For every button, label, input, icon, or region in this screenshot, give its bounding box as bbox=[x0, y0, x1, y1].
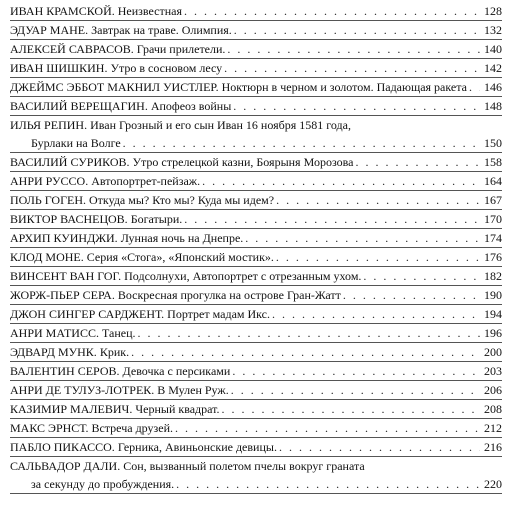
dot-leader bbox=[343, 286, 480, 304]
page-number: 148 bbox=[484, 99, 502, 113]
artwork-title: Девочка с персиками bbox=[122, 364, 231, 378]
page-number: 194 bbox=[484, 307, 502, 321]
dot-leader bbox=[279, 438, 480, 456]
artist-name: АНРИ РУССО. bbox=[10, 174, 89, 188]
dot-leader bbox=[276, 248, 480, 266]
artist-name: ЭДУАР МАНЕ. bbox=[10, 23, 89, 37]
artist-name: ИЛЬЯ РЕПИН. bbox=[10, 118, 88, 132]
dot-leader bbox=[224, 59, 480, 77]
toc-entry bbox=[10, 457, 502, 494]
toc-entry bbox=[10, 97, 502, 116]
artist-name: ПАБЛО ПИКАССО. bbox=[10, 440, 115, 454]
page-number: 206 bbox=[484, 383, 502, 397]
artwork-title: Ноктюрн в черном и золотом. Падающая ракета bbox=[221, 80, 467, 94]
toc-entry bbox=[10, 21, 502, 40]
dot-leader bbox=[138, 324, 481, 342]
dot-leader bbox=[276, 191, 480, 209]
artist-name: АНРИ МАТИСС. bbox=[10, 326, 99, 340]
page-number: 167 bbox=[484, 193, 502, 207]
artwork-title: Откуда мы? Кто мы? Куда мы идем? bbox=[89, 193, 275, 207]
artwork-title: Герника, Авиньонские девицы. bbox=[117, 440, 277, 454]
artwork-title: Лунная ночь на Днепре. bbox=[120, 231, 244, 245]
artwork-title: Крик. bbox=[99, 345, 130, 359]
dot-leader bbox=[227, 40, 480, 58]
page-number: 158 bbox=[484, 155, 502, 169]
page-number: 170 bbox=[484, 212, 502, 226]
artwork-title-continuation: за секунду до пробуждения. bbox=[31, 477, 175, 491]
toc-entry bbox=[10, 78, 502, 97]
artwork-title: Апофеоз войны bbox=[150, 99, 232, 113]
artwork-title: Портрет мадам Икс. bbox=[167, 307, 271, 321]
page-number: 212 bbox=[484, 421, 502, 435]
toc-entry bbox=[10, 438, 502, 457]
dot-leader bbox=[231, 381, 480, 399]
page-number: 220 bbox=[484, 477, 502, 491]
page-number: 203 bbox=[484, 364, 502, 378]
artwork-title: Утро стрелецкой казни, Боярыня Морозова bbox=[132, 155, 354, 169]
artist-name: ВИНСЕНТ ВАН ГОГ. bbox=[10, 269, 122, 283]
dot-leader bbox=[233, 97, 480, 115]
dot-leader bbox=[184, 210, 480, 228]
toc-entry bbox=[10, 2, 502, 21]
artist-name: ПОЛЬ ГОГЕН. bbox=[10, 193, 87, 207]
dot-leader bbox=[202, 172, 480, 190]
dot-leader bbox=[234, 21, 480, 39]
artwork-title: Автопортрет-пейзаж. bbox=[91, 174, 201, 188]
page-number: 142 bbox=[484, 61, 502, 75]
dot-leader bbox=[232, 362, 480, 380]
dot-leader bbox=[363, 267, 480, 285]
artwork-title: Неизвестная bbox=[117, 4, 182, 18]
toc-entry bbox=[10, 362, 502, 381]
toc-entry bbox=[10, 172, 502, 191]
toc-entry bbox=[10, 419, 502, 438]
artist-name: ДЖОН СИНГЕР САРДЖЕНТ. bbox=[10, 307, 165, 321]
artist-name: ИВАН ШИШКИН. bbox=[10, 61, 108, 75]
artwork-title: Утро в сосновом лесу bbox=[110, 61, 223, 75]
artist-name: ЖОРЖ-ПЬЕР СЕРА. bbox=[10, 288, 115, 302]
artwork-title: Богатыри. bbox=[130, 212, 183, 226]
toc-entry bbox=[10, 343, 502, 362]
toc-entry bbox=[10, 229, 502, 248]
artist-name: САЛЬВАДОР ДАЛИ. bbox=[10, 459, 121, 473]
dot-leader bbox=[245, 229, 480, 247]
artwork-title: Черный квадрат. bbox=[135, 402, 220, 416]
artist-name: МАКС ЭРНСТ. bbox=[10, 421, 89, 435]
artist-name: ИВАН КРАМСКОЙ. bbox=[10, 4, 115, 18]
toc-entry bbox=[10, 381, 502, 400]
toc-entry bbox=[10, 400, 502, 419]
toc-entry bbox=[10, 267, 502, 286]
page-number: 146 bbox=[484, 80, 502, 94]
toc-entry bbox=[10, 210, 502, 229]
artist-name: АНРИ ДЕ ТУЛУЗ-ЛОТРЕК. bbox=[10, 383, 155, 397]
page-number: 190 bbox=[484, 288, 502, 302]
toc-entry bbox=[10, 305, 502, 324]
artwork-title-continuation: Бурлаки на Волге bbox=[31, 136, 121, 150]
artist-name: ВАСИЛИЙ ВЕРЕЩАГИН. bbox=[10, 99, 148, 113]
artist-name: КАЗИМИР МАЛЕВИЧ. bbox=[10, 402, 133, 416]
artwork-title: Танец. bbox=[101, 326, 136, 340]
page-number: 182 bbox=[484, 269, 502, 283]
dot-leader bbox=[469, 78, 480, 96]
artist-name: АЛЕКСЕЙ САВРАСОВ. bbox=[10, 42, 134, 56]
artist-name: ДЖЕЙМС ЭББОТ МАКНИЛ УИСТЛЕР. bbox=[10, 80, 219, 94]
dot-leader bbox=[176, 475, 480, 493]
page-number: 140 bbox=[484, 42, 502, 56]
dot-leader bbox=[355, 153, 480, 171]
artwork-title: В Мулен Руж. bbox=[157, 383, 229, 397]
artwork-title: Подсолнухи, Автопортрет с отрезанным ухом. bbox=[124, 269, 362, 283]
dot-leader bbox=[184, 2, 480, 20]
dot-leader bbox=[123, 134, 480, 152]
toc-entry bbox=[10, 40, 502, 59]
page-number: 216 bbox=[484, 440, 502, 454]
artist-name: КЛОД МОНЕ. bbox=[10, 250, 84, 264]
toc-entry bbox=[10, 191, 502, 210]
toc-entry bbox=[10, 248, 502, 267]
page-number: 196 bbox=[484, 326, 502, 340]
artwork-title: Сон, вызванный полетом пчелы вокруг граната bbox=[123, 459, 365, 473]
dot-leader bbox=[175, 419, 480, 437]
page-number: 132 bbox=[484, 23, 502, 37]
artist-name: ВАЛЕНТИН СЕРОВ. bbox=[10, 364, 120, 378]
artist-name: АРХИП КУИНДЖИ. bbox=[10, 231, 118, 245]
page-number: 164 bbox=[484, 174, 502, 188]
toc-entry bbox=[10, 153, 502, 172]
page-number: 176 bbox=[484, 250, 502, 264]
artist-name: ЭДВАРД МУНК. bbox=[10, 345, 97, 359]
toc-entry bbox=[10, 324, 502, 343]
toc-entry bbox=[10, 59, 502, 78]
page-number: 150 bbox=[484, 136, 502, 150]
page-number: 174 bbox=[484, 231, 502, 245]
artwork-title: Завтрак на траве. Олимпия. bbox=[91, 23, 232, 37]
toc-entry bbox=[10, 116, 502, 153]
page-number: 208 bbox=[484, 402, 502, 416]
artwork-title: Встреча друзей. bbox=[91, 421, 173, 435]
artwork-title: Грачи прилетели. bbox=[136, 42, 226, 56]
page-number: 128 bbox=[484, 4, 502, 18]
artwork-title: Иван Грозный и его сын Иван 16 ноября 1581 года, bbox=[90, 118, 351, 132]
artist-name: ВАСИЛИЙ СУРИКОВ. bbox=[10, 155, 130, 169]
artist-name: ВИКТОР ВАСНЕЦОВ. bbox=[10, 212, 128, 226]
dot-leader bbox=[272, 305, 480, 323]
dot-leader bbox=[222, 400, 480, 418]
artwork-title: Воскресная прогулка на острове Гран-Жатт bbox=[117, 288, 341, 302]
dot-leader bbox=[131, 343, 480, 361]
page-number: 200 bbox=[484, 345, 502, 359]
toc-entry bbox=[10, 286, 502, 305]
artwork-title: Серия «Стога», «Японский мостик». bbox=[86, 250, 274, 264]
